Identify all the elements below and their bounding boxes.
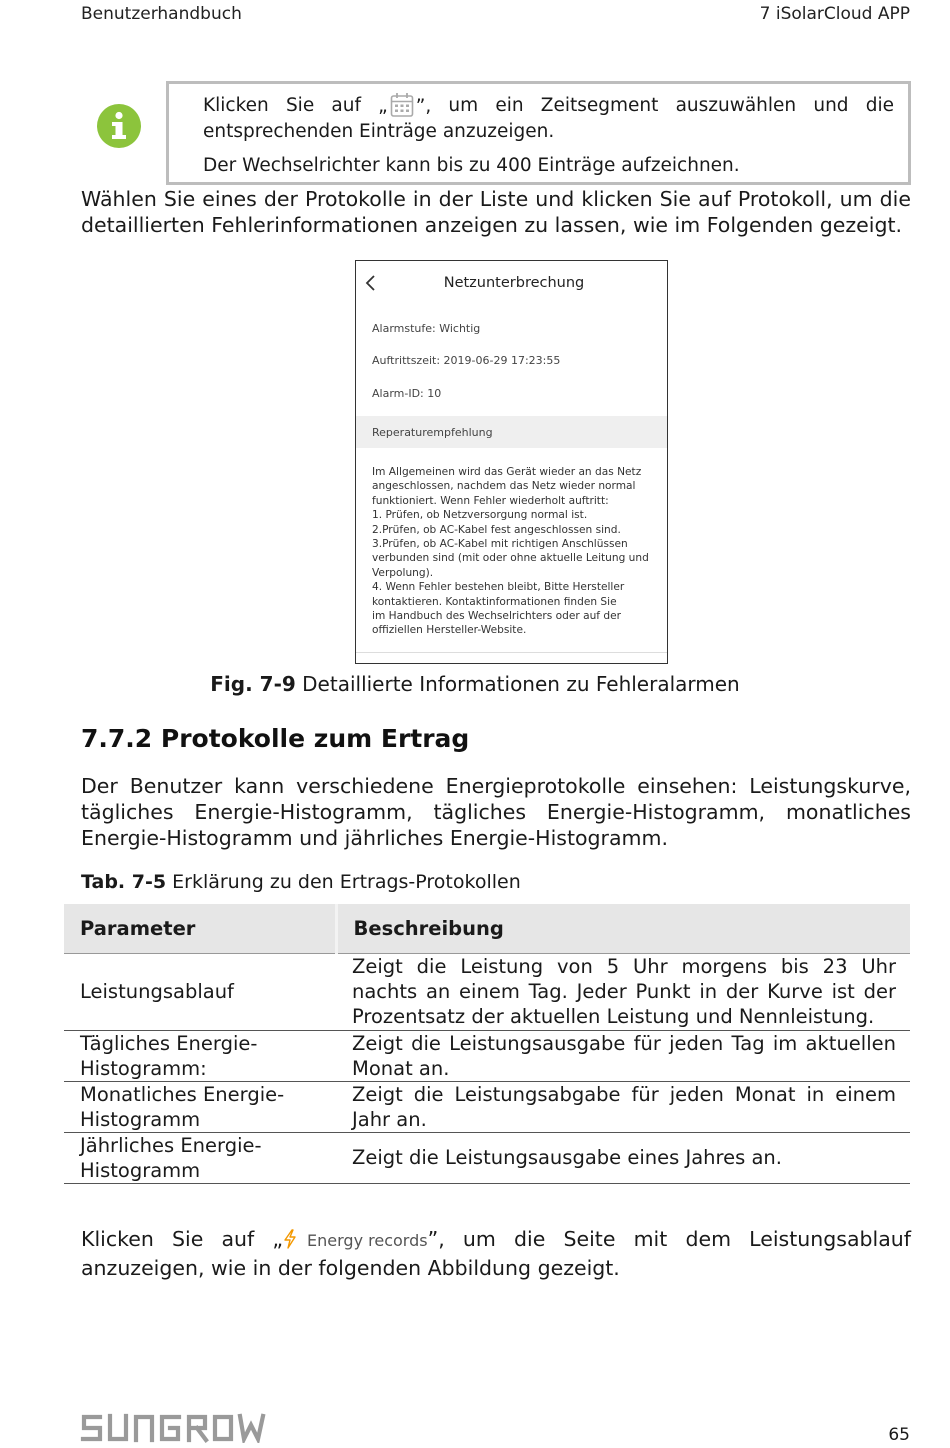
phone-title: Netzunterbrechung <box>443 275 585 291</box>
energy-records-label: Energy records <box>307 1231 428 1250</box>
paragraph-select-log: Wählen Sie eines der Protokolle in der Liste und klicken Sie auf Protokoll, um die detaillierten Fehlerinformationen anzeigen zu lassen, wie im Folgenden gezeigt. <box>81 187 911 237</box>
alarm-id: Alarm-ID: 10 <box>372 387 442 400</box>
paragraph-energy-records: Klicken Sie auf „ Energy records”, um die Seite mit dem Leistungsablauf anzuzeigen, wie in der folgenden Abbildung gezeigt. <box>81 1227 911 1280</box>
paragraph-energy-logs: Der Benutzer kann verschiedene Energieprotokolle einsehen: Leistungskurve, tägliches Energie-Histogramm, tägliches Energie-Histogramm, monatliches Energie-Histogramm und jährliches Energie-Histogramm. <box>81 774 911 850</box>
table-cell-description: Zeigt die Leistungsausgabe eines Jahres an. <box>336 1132 910 1183</box>
table-cell-description: Zeigt die Leistungsabgabe für jeden Monat in einem Jahr an. <box>336 1081 910 1132</box>
table-header-row <box>64 904 910 953</box>
table-cell-parameter: Monatliches Energie-Histogramm <box>64 1081 336 1132</box>
note-line-3: Der Wechselrichter kann bis zu 400 Einträge aufzeichnen. <box>203 155 740 176</box>
table-row <box>64 1132 910 1183</box>
note-line-2: entsprechenden Einträge anzuzeigen. <box>203 121 555 142</box>
figure-caption: Fig. 7-9 Detaillierte Informationen zu Fehleralarmen <box>210 672 740 696</box>
lightning-bolt-icon <box>283 1229 297 1255</box>
info-icon <box>97 104 141 148</box>
divider <box>356 652 667 653</box>
alarm-level: Alarmstufe: Wichtig <box>372 322 481 335</box>
repair-recommendation-header: Reperaturempfehlung <box>356 416 667 448</box>
calendar-icon <box>390 92 414 118</box>
running-header-left: Benutzerhandbuch <box>81 4 242 24</box>
table-row <box>64 953 910 1030</box>
column-header-description: Beschreibung <box>336 904 910 953</box>
occurrence-time: Auftrittszeit: 2019-06-29 17:23:55 <box>372 354 561 367</box>
repair-recommendation-text: Im Allgemeinen wird das Gerät wieder an das Netz angeschlossen, nachdem das Netz wieder normal funktioniert. Wenn Fehler wiederholt auftritt: 1. Prüfen, ob Netzversorgung normal ist. 2.Prüfen, ob AC-Kabel fest angeschlossen sind. 3.Prüfen, ob AC-Kabel mit richtigen Anschlüssen verbunden sind (mit oder ohne aktuelle Leitung und Verpolung). 4. Wenn Fehler bestehen bleibt, Bitte Hersteller kontaktieren. Kontaktinformationen finden Sie im Handbuch des Wechselrichters oder auf der offiziellen Hersteller-Website. <box>372 466 649 637</box>
table-row <box>64 1081 910 1132</box>
table-cell-description: Zeigt die Leistungsausgabe für jeden Tag im aktuellen Monat an. <box>336 1030 910 1081</box>
phone-screenshot <box>355 260 668 664</box>
yield-log-table <box>64 904 910 1184</box>
running-header-right: 7 iSolarCloud APP <box>759 4 910 24</box>
table-cell-parameter: Jährliches Energie-Histogramm <box>64 1132 336 1183</box>
note-line-1: Klicken Sie auf „ ”, um ein Zeitsegment auszuwählen und die <box>203 92 894 119</box>
section-heading: 7.7.2 Protokolle zum Ertrag <box>81 724 470 753</box>
table-cell-parameter: Leistungsablauf <box>64 953 336 1030</box>
table-cell-parameter: Tägliches Energie-Histogramm: <box>64 1030 336 1081</box>
table-cell-description: Zeigt die Leistung von 5 Uhr morgens bis 23 Uhr nachts an einem Tag. Jeder Punkt in der Kurve ist der Prozentsatz der aktuellen Leistung und Nennleistung. <box>336 953 910 1030</box>
table-caption: Tab. 7-5 Erklärung zu den Ertrags-Protokollen <box>81 871 521 893</box>
sungrow-logo <box>80 1413 277 1443</box>
column-header-parameter: Parameter <box>64 904 336 953</box>
note-box <box>166 81 911 185</box>
page-number: 65 <box>888 1425 910 1445</box>
table-row <box>64 1030 910 1081</box>
